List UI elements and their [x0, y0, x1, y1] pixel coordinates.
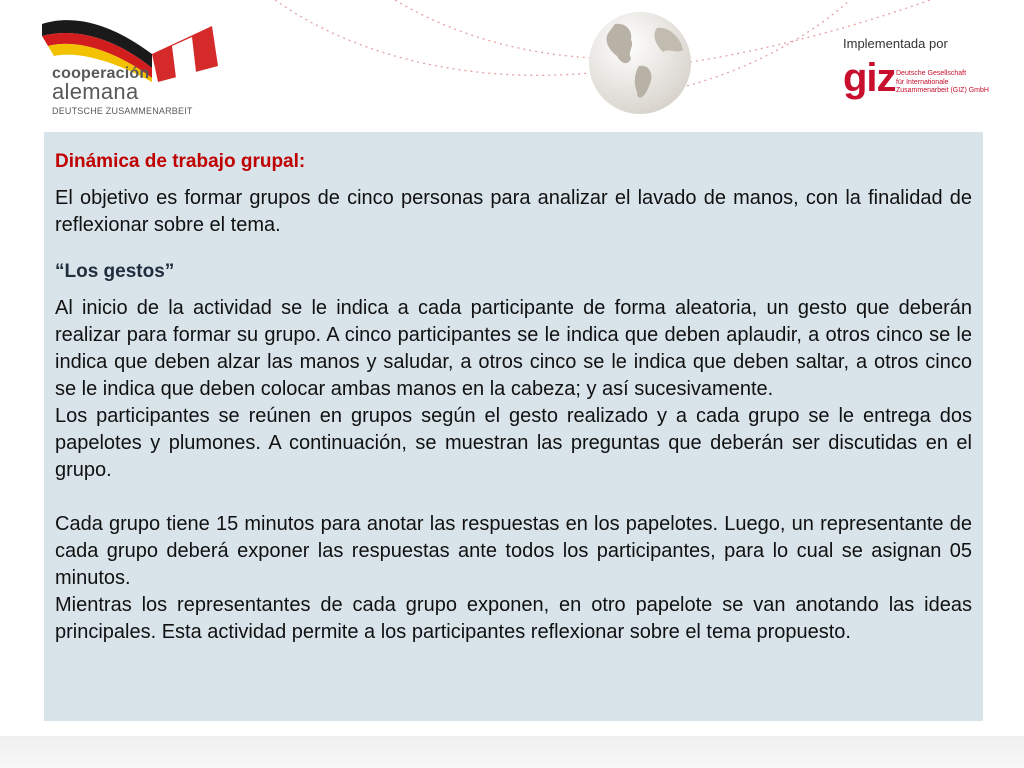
giz-subtitle-line2: für Internationale [896, 78, 949, 86]
content-panel [44, 132, 983, 721]
subheading-los-gestos: “Los gestos” [55, 261, 175, 282]
section-heading: Dinámica de trabajo grupal: [55, 151, 306, 172]
giz-subtitle-line1: Deutsche Gesellschaft [896, 70, 967, 77]
intro-paragraph: El objetivo es formar grupos de cinco personas para analizar el lavado de manos, con la finalidad de reflexionar sobre el tema. [55, 187, 972, 236]
giz-subtitle [896, 70, 989, 96]
cooperacion-alemana-logo [40, 12, 230, 122]
logo-text-alemana: alemana [52, 79, 139, 104]
giz-logo [843, 56, 1003, 110]
slide-header [0, 0, 1024, 132]
giz-subtitle-line3: Zusammenarbeit (GIZ) GmbH [896, 87, 989, 94]
paragraph-2: Los participantes se reúnen en grupos según el gesto realizado y a cada grupo se le entrega dos papelotes y plumones. A continuación, se muestran las preguntas que deberán ser discutidas en el grupo. [55, 405, 972, 481]
implemented-by-label: Implementada por [843, 36, 948, 51]
footer-band [0, 736, 1024, 768]
giz-wordmark: giz [843, 56, 896, 100]
paragraph-1: Al inicio de la actividad se le indica a cada participante de forma aleatoria, un gesto que deberán realizar para formar su grupo. A cinco participantes se le indica que deben aplaudir, a otros cinco se le indica que deben alzar las manos y saludar, a otros cinco se le indica que deben saltar, a otros cinco se le indica que deben colocar ambas manos en la cabeza; y así sucesivamente. [55, 297, 972, 400]
logo-text-cooperacion: cooperación [52, 65, 150, 82]
paragraph-4: Mientras los representantes de cada grupo exponen, en otro papelote se van anotando las ideas principales. Esta actividad permite a los participantes reflexionar sobre el tema propuesto. [55, 594, 972, 643]
logo-text-deutsche: DEUTSCHE ZUSAMMENARBEIT [52, 106, 193, 116]
globe-icon [587, 10, 693, 116]
paragraph-3: Cada grupo tiene 15 minutos para anotar las respuestas en los papelotes. Luego, un representante de cada grupo deberá exponer las respuestas ante todos los participantes, para lo cual se asignan 05 minutos. [55, 513, 972, 589]
